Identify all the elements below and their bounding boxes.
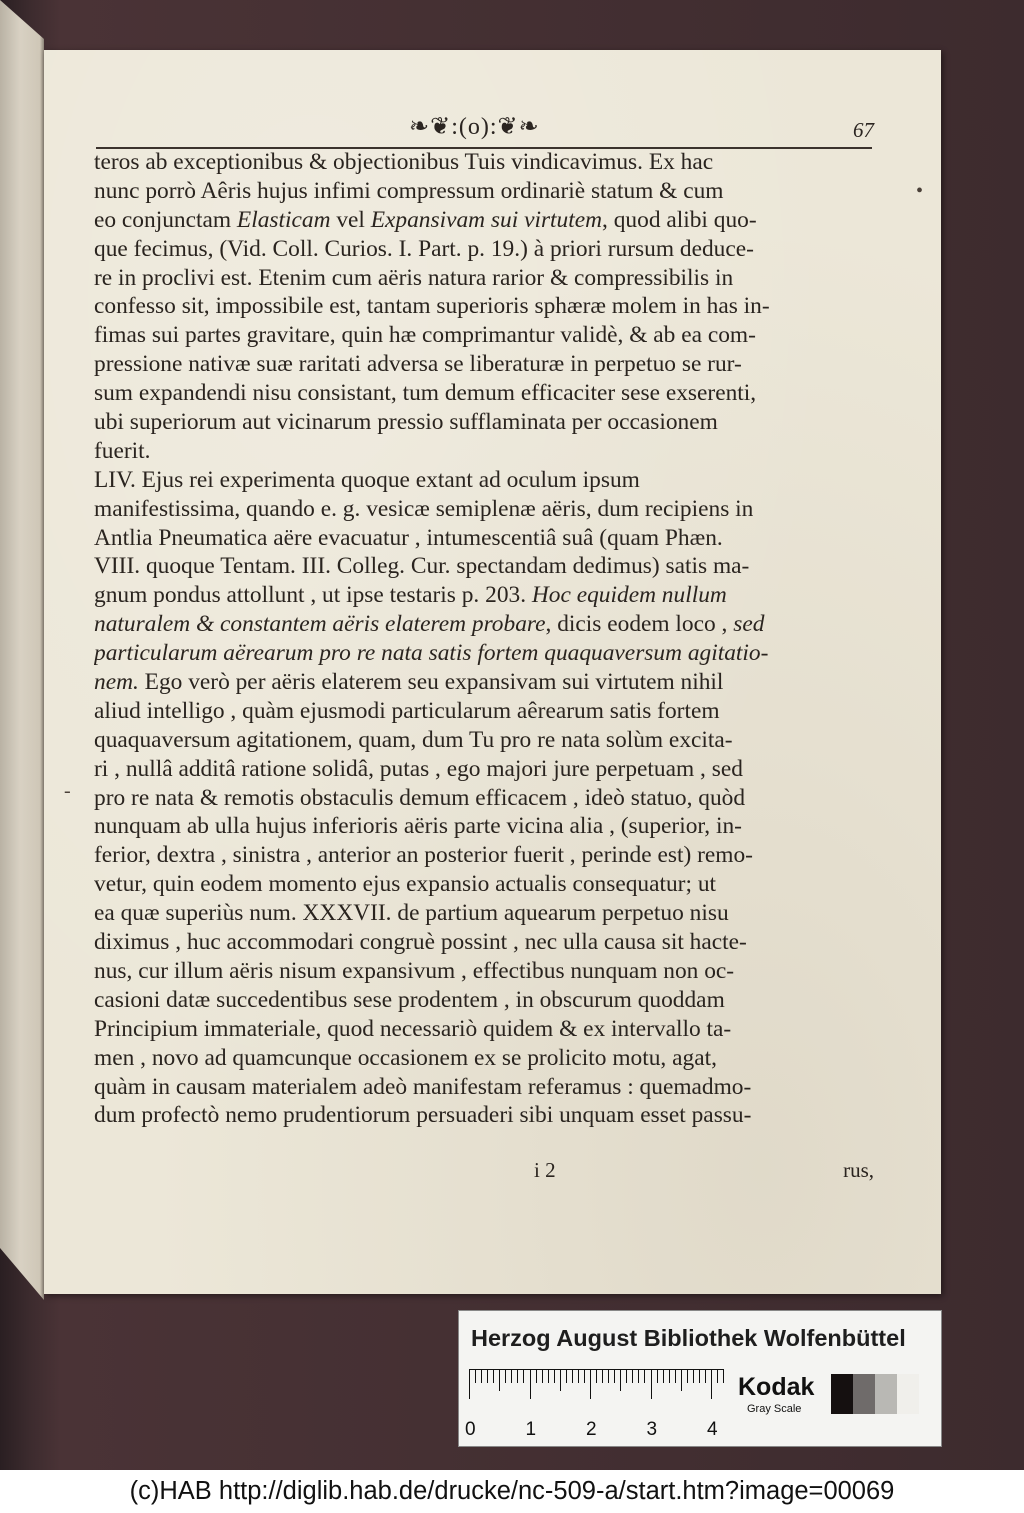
text-line [94,495,874,524]
ruler-tick [517,1369,518,1383]
text-line [94,321,874,350]
ruler-number: 0 [465,1419,476,1440]
color-reference-card [458,1310,942,1447]
roman-text: men , novo ad quamcunque occasionem ex se prolicito motu, agat, [94,1044,717,1071]
margin-mark: - [64,780,71,802]
gray-swatch [897,1374,919,1414]
body-text [94,148,874,1130]
signature-mark: i 2 [534,1158,556,1182]
text-line [94,870,874,899]
ruler-tick [493,1369,494,1383]
roman-text: LIV. Ejus rei experimenta quoque extant ad oculum ipsum [94,466,640,493]
text-line [94,148,874,177]
italic-text: Elasticam [236,206,331,233]
library-name: Herzog August Bibliothek Wolfenbüttel [471,1325,906,1351]
ruler-tick [536,1369,537,1383]
text-line [94,755,874,784]
text-line [94,292,874,321]
roman-text: confesso sit, impossibile est, tantam superioris sphæræ molem in has in- [94,293,770,320]
text-line [94,784,874,813]
ruler-tick [632,1369,633,1383]
gray-swatch [853,1374,875,1414]
citation-footer: (c)HAB http://diglib.hab.de/drucke/nc-509-a/start.htm?image=00069 [0,1470,1024,1513]
roman-text: dum profectò nemo prudentiorum persuaderi sibi unquam esset passu- [94,1102,752,1129]
book-page [44,50,941,1294]
ruler-tick [699,1369,700,1383]
italic-text: Hoc equidem nullum [531,582,727,609]
ruler-tick [554,1369,555,1383]
roman-text: nunc porrò Aêris hujus infimi compressum ordinariè statum & cum [94,177,724,204]
ruler-tick [620,1369,621,1391]
ruler-tick [566,1369,567,1383]
previous-page-edge [0,0,44,1300]
text-line [94,1044,874,1073]
ruler-tick [608,1369,609,1383]
text-line [94,177,874,206]
roman-text: Ego verò per aëris elaterem seu expansivam sui virtutem nihil [138,669,724,696]
text-line [94,524,874,553]
text-line [94,552,874,581]
ruler-number: 3 [646,1419,658,1440]
ruler-tick [602,1369,603,1383]
text-line [94,697,874,726]
header-ornament: ❧❦:(o):❦❧ [409,114,540,140]
ruler-tick [596,1369,597,1383]
text-line [94,986,874,1015]
ruler-tick [584,1369,585,1383]
roman-text: nunquam ab ulla hujus inferioris aëris parte vicina alia , (superior, in- [94,813,742,840]
text-line [94,379,874,408]
roman-text: ubi superiorum aut vicinarum pressio sufflaminata per occasionem [94,409,718,436]
ruler-tick [657,1369,658,1383]
text-line [94,841,874,870]
text-line [94,668,874,697]
text-line [94,957,874,986]
text-line [94,928,874,957]
page-number: 67 [853,118,874,142]
roman-text: pro re nata & remotis obstaculis demum efficacem , ideò statuo, quòd [94,784,746,811]
ruler-tick [614,1369,615,1383]
ruler-tick [626,1369,627,1383]
text-line [94,639,874,668]
roman-text: casioni datæ succedentibus sese prodentem , in obscurum quoddam [94,986,725,1013]
text-line [94,812,874,841]
roman-text: VIII. quoque Tentam. III. Colleg. Cur. spectandam dedimus) satis ma- [94,553,750,580]
ruler-tick [675,1369,676,1383]
roman-text: diximus , huc accommodari congruè possint , nec ulla causa sit hacte- [94,929,747,956]
roman-text: gnum pondus attollunt , ut ipse testaris p. 203. [94,582,532,609]
ruler-tick [723,1369,724,1383]
text-line [94,350,874,379]
ruler-tick [687,1369,688,1383]
ruler-tick [590,1369,591,1399]
running-header [404,112,874,142]
ruler-tick [469,1369,470,1399]
roman-text: , dicis eodem loco , [545,611,734,638]
scale-ruler [465,1369,724,1440]
roman-text: quàm in causam materialem adeò manifestam referamus : quemadmo- [94,1073,752,1100]
italic-text: naturalem & constantem aëris elaterem probare [94,611,546,638]
text-line [94,235,874,264]
text-line [94,1015,874,1044]
ruler-tick [560,1369,561,1391]
roman-text: vetur, quin eodem momento ejus expansio actualis consequatur; ut [94,871,717,898]
ruler-number: 2 [586,1419,597,1440]
ruler-tick [542,1369,543,1383]
gray-swatch [831,1374,853,1414]
italic-text: nem. [94,669,139,696]
ruler-tick [711,1369,712,1399]
ruler-tick [475,1369,476,1383]
roman-text: que fecimus, (Vid. Coll. Curios. I. Part. p. 19.) à priori rursum deduce- [94,235,754,262]
roman-text: , quod alibi quo- [602,206,757,233]
kodak-logo: Kodak [738,1373,815,1401]
roman-text: quaquaversum agitationem, quam, dum Tu pro re nata solùm excita- [94,726,733,753]
roman-text: nus, cur illum aëris nisum expansivum , effectibus nunquam non oc- [94,957,735,984]
ruler-tick [505,1369,506,1383]
roman-text: eo conjunctam [94,206,237,233]
italic-text: Expansivam sui virtutem [370,206,603,233]
text-line [94,610,874,639]
ruler-tick [487,1369,488,1383]
margin-mark: • [916,180,924,202]
italic-text: sed [733,611,765,638]
roman-text: re in proclivi est. Etenim cum aëris natura rarior & compressibilis in [94,264,734,291]
italic-text: particularum aërearum pro re nata satis fortem quaquaversum agitatio- [94,640,769,667]
ruler-tick [681,1369,682,1391]
ruler-tick [578,1369,579,1383]
ruler-tick [530,1369,531,1399]
text-line [94,437,874,466]
text-line [94,899,874,928]
ruler-tick [669,1369,670,1383]
text-line [94,1101,874,1130]
roman-text: ri , nullâ additâ ratione solidâ, putas , ego majori jure perpetuam , sed [94,755,743,782]
roman-text: sum expandendi nisu consistant, tum demum efficaciter sese exserenti, [94,380,757,407]
ruler-tick [511,1369,512,1383]
text-line [94,466,874,495]
catchword: rus, [843,1158,874,1182]
text-line [94,206,874,235]
ruler-tick [705,1369,706,1383]
roman-text: teros ab exceptionibus & objectionibus Tuis vindicavimus. Ex hac [94,149,714,175]
ruler-tick [717,1369,718,1383]
text-line [94,264,874,293]
ruler-tick [638,1369,639,1383]
ruler-number: 4 [707,1419,718,1440]
roman-text: Antlia Pneumatica aëre evacuatur , intumescentiâ suâ (quam Phæn. [94,524,723,551]
ruler-tick [663,1369,664,1383]
roman-text: pressione nativæ suæ raritati adversa se liberaturæ in perpetuo se rur- [94,351,742,378]
ruler-tick [651,1369,652,1399]
ruler-tick [548,1369,549,1383]
ruler-tick [481,1369,482,1383]
roman-text: aliud intelligo , quàm ejusmodi particularum aêrearum satis fortem [94,697,720,724]
ruler-tick [644,1369,645,1383]
text-line [94,1073,874,1102]
text-line [94,408,874,437]
ruler-tick [499,1369,500,1391]
ruler-tick [693,1369,694,1383]
roman-text: vel [330,206,371,233]
roman-text: fimas sui partes gravitare, quin hæ comprimantur validè, & ab ea com- [94,322,756,349]
roman-text: Principium immateriale, quod necessariò quidem & ex intervallo ta- [94,1015,732,1042]
ruler-tick [523,1369,524,1383]
page-footer-row [94,1158,874,1188]
roman-text: ferior, dextra , sinistra , anterior an posterior fuerit , perinde est) remo- [94,842,753,869]
gray-swatch [875,1374,897,1414]
gray-scale-label: Gray Scale [747,1403,802,1415]
roman-text: fuerit. [94,437,151,464]
roman-text: manifestissima, quando e. g. vesicæ semiplenæ aëris, dum recipiens in [94,495,754,522]
ruler-tick [572,1369,573,1383]
roman-text: ea quæ superiùs num. XXXVII. de partium aquearum perpetuo nisu [94,900,729,927]
text-line [94,726,874,755]
text-line [94,581,874,610]
ruler-number: 1 [525,1419,537,1440]
